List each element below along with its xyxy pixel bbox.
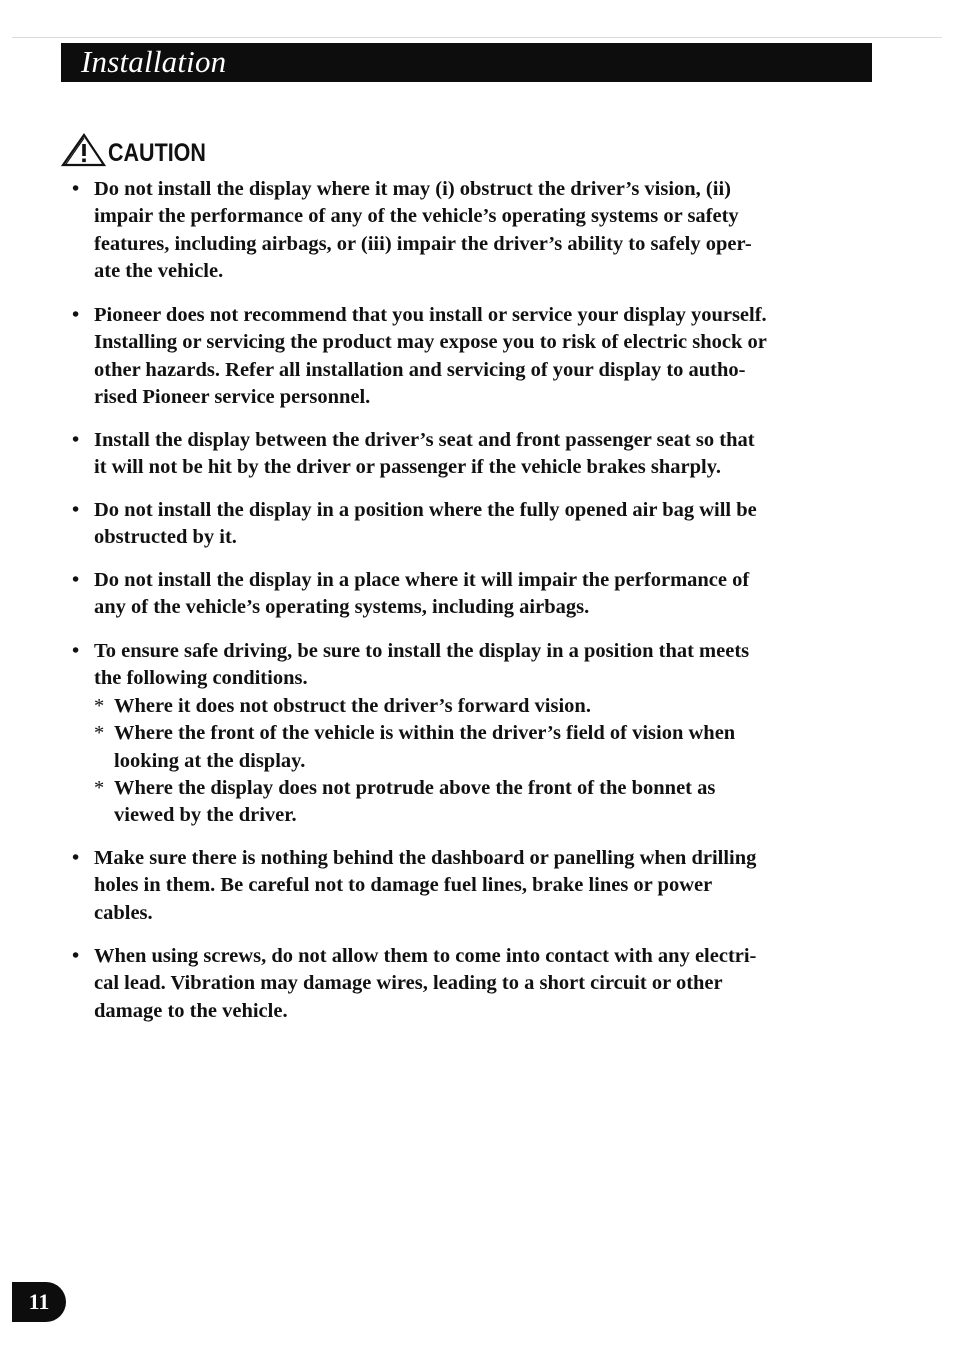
item-text-line: cal lead. Vibration may damage wires, leading to a short circuit or other	[94, 972, 723, 995]
item-text-line: Make sure there is nothing behind the dashboard or panelling when drilling	[94, 847, 757, 869]
bullet-glyph: •	[72, 178, 80, 200]
subitem-text-line: Where it does not obstruct the driver’s forward vision.	[114, 694, 591, 717]
subitem-text-line: Where the display does not protrude above the front of the bonnet as	[114, 777, 716, 800]
caution-item	[72, 176, 844, 286]
item-text-line: the following conditions.	[94, 667, 308, 690]
item-text-line: Do not install the display in a place where it will impair the performance of	[94, 569, 750, 591]
condition-subitem	[94, 775, 844, 830]
item-text-line: rised Pioneer service personnel.	[94, 386, 371, 409]
section-title: Installation	[81, 44, 227, 79]
page-number: 11	[28, 1289, 50, 1314]
condition-subitem	[94, 693, 844, 720]
page-number-tab	[12, 1282, 66, 1322]
caution-item	[72, 302, 844, 412]
caution-item	[72, 567, 844, 622]
bullet-glyph: •	[72, 499, 80, 521]
item-text-line: Pioneer does not recommend that you install or service your display yourself.	[94, 304, 767, 326]
caution-item	[72, 497, 844, 552]
item-text-line: holes in them. Be careful not to damage fuel lines, brake lines or power	[94, 874, 713, 897]
asterisk-glyph: *	[94, 694, 105, 717]
bullet-glyph: •	[72, 569, 80, 591]
subitem-text-line: Where the front of the vehicle is within the driver’s field of vision when	[114, 722, 736, 745]
item-text-line: features, including airbags, or (iii) impair the driver’s ability to safely oper-	[94, 232, 752, 255]
subitem-text-line: looking at the display.	[114, 749, 306, 772]
item-text-line: Installing or servicing the product may expose you to risk of electric shock or	[94, 331, 767, 354]
bullet-glyph: •	[72, 640, 80, 662]
bullet-glyph: •	[72, 304, 80, 326]
item-text-line: impair the performance of any of the vehicle’s operating systems or safety	[94, 205, 739, 228]
item-text-line: Do not install the display where it may (i) obstruct the driver’s vision, (ii)	[94, 178, 731, 200]
caution-label: CAUTION	[108, 139, 206, 167]
caution-item	[72, 427, 844, 482]
item-text-line: When using screws, do not allow them to come into contact with any electri-	[94, 945, 757, 967]
asterisk-glyph: *	[94, 722, 105, 745]
bullet-glyph: •	[72, 847, 80, 869]
item-text-line: damage to the vehicle.	[94, 999, 288, 1022]
item-text-line: Install the display between the driver’s seat and front passenger seat so that	[94, 429, 755, 451]
caution-item	[72, 638, 844, 830]
item-text-line: To ensure safe driving, be sure to install the display in a position that meets	[94, 640, 750, 662]
asterisk-glyph: *	[94, 777, 105, 800]
condition-subitem	[94, 720, 844, 775]
caution-item	[72, 845, 844, 927]
subitem-text-line: viewed by the driver.	[114, 804, 297, 827]
bullet-glyph: •	[72, 945, 80, 967]
item-text-line: any of the vehicle’s operating systems, including airbags.	[94, 596, 590, 619]
bullet-glyph: •	[72, 429, 80, 451]
item-text-line: other hazards. Refer all installation and servicing of your display to autho-	[94, 358, 746, 381]
item-text-line: obstructed by it.	[94, 526, 237, 549]
item-text-line: cables.	[94, 901, 153, 924]
caution-item	[72, 943, 844, 1025]
item-text-line: it will not be hit by the driver or passenger if the vehicle brakes sharply.	[94, 456, 721, 479]
item-text-line: ate the vehicle.	[94, 260, 224, 283]
item-text-line: Do not install the display in a position where the fully opened air bag will be	[94, 499, 757, 521]
